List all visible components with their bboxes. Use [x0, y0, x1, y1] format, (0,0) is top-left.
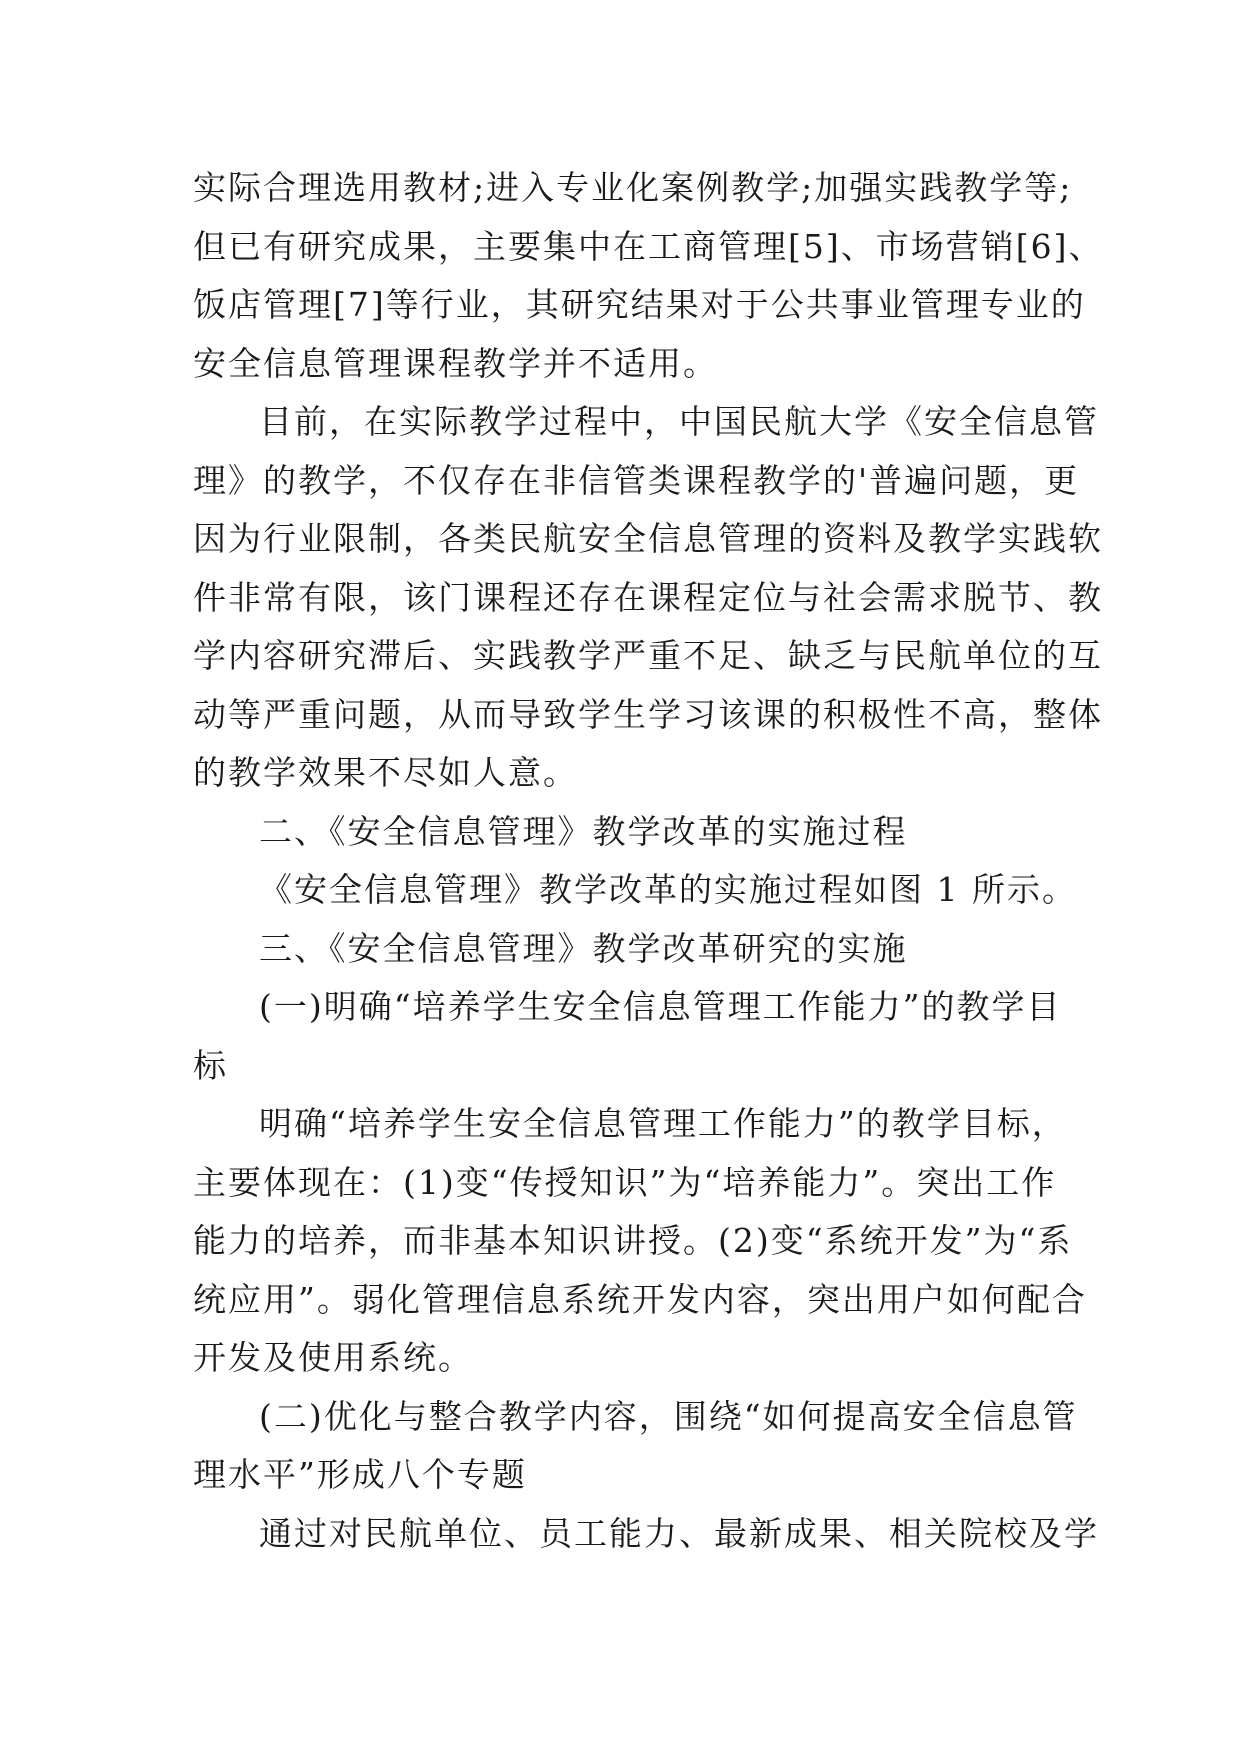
text-line: 但已有研究成果，主要集中在工商管理[5]、市场营销[6]、 [193, 226, 1104, 266]
text-line: 目前，在实际教学过程中，中国民航大学《安全信息管 [259, 402, 1099, 441]
text-line: 统应用”。弱化管理信息系统开发内容，突出用户如何配合 [193, 1279, 1087, 1319]
text-line: 件非常有限，该门课程还存在课程定位与社会需求脱节、教 [193, 577, 1103, 617]
text-line: (二)优化与整合教学内容，围绕“如何提高安全信息管 [259, 1396, 1078, 1436]
text-line: 理》的教学，不仅存在非信管类课程教学的'普遍问题，更 [193, 460, 1080, 500]
text-line: 实际合理选用教材;进入专业化案例教学;加强实践教学等; [193, 168, 1073, 207]
text-line: 标 [193, 1045, 228, 1085]
text-line: 的教学效果不尽如人意。 [193, 753, 578, 792]
text-line: 因为行业限制，各类民航安全信息管理的资料及教学实践软 [193, 519, 1103, 558]
text-line: 理水平”形成八个专题 [193, 1455, 527, 1494]
text-line: 明确“培养学生安全信息管理工作能力”的教学目标， [259, 1104, 1067, 1143]
text-line: 主要体现在：(1)变“传授知识”为“培养能力”。突出工作 [193, 1162, 1057, 1202]
text-line: 饭店管理[7]等行业，其研究结果对于公共事业管理专业的 [193, 285, 1086, 324]
text-line: 学内容研究滞后、实践教学严重不足、缺乏与民航单位的互 [193, 636, 1103, 675]
text-line: 三、《安全信息管理》教学改革研究的实施 [259, 928, 908, 968]
document-body [193, 159, 1104, 1563]
text-line: 动等严重问题，从而导致学生学习该课的积极性不高，整体 [193, 694, 1103, 734]
text-line: 二、《安全信息管理》教学改革的实施过程 [259, 811, 908, 851]
text-line: 通过对民航单位、员工能力、最新成果、相关院校及学 [259, 1513, 1099, 1553]
text-line: 《安全信息管理》教学改革的实施过程如图 1 所示。 [259, 870, 1077, 909]
text-line: 安全信息管理课程教学并不适用。 [193, 343, 718, 383]
text-line: 能力的培养，而非基本知识讲授。(2)变“系统开发”为“系 [193, 1221, 1073, 1260]
text-line: 开发及使用系统。 [193, 1338, 473, 1377]
text-line: (一)明确“培养学生安全信息管理工作能力”的教学目 [259, 987, 1062, 1026]
